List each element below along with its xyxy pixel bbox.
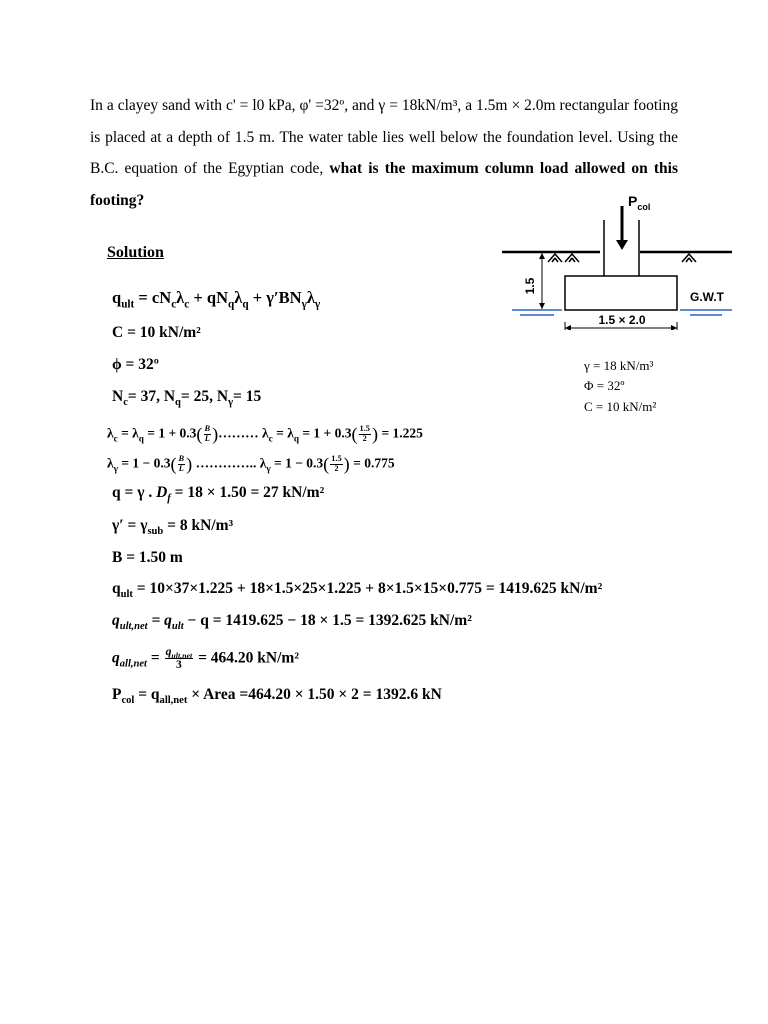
depth-label: 1.5 <box>523 277 537 295</box>
solution-title: Solution <box>107 244 164 261</box>
soil-cohesion: C = 10 kN/m² <box>584 399 657 414</box>
qult-net-line: $q_{ult,net} = q_{ult} - q = 1419.625 - 18 \times 1.5 = 1392.625$ kN/m² <box>112 612 472 633</box>
soil-phi: Φ = 32º <box>584 378 625 393</box>
c-value: C = 10 kN/m² <box>112 324 201 341</box>
load-label: $P_{col}$ <box>628 193 651 212</box>
gwt-label: G.W.T <box>690 290 724 304</box>
lambda-gamma-line: $\lambda_\gamma = 1 - 0.3$( $\frac{B}{L}$ ) ………….. $\lambda_\gamma = 1 - 0.3$( $\frac{1.5}{2}$ ) = 0.775 <box>107 454 395 474</box>
footing-rectangle <box>565 276 677 310</box>
phi-value: ϕ = 32º <box>112 356 159 373</box>
load-arrow-head <box>616 240 628 250</box>
water-table-left <box>512 310 562 315</box>
pcol-line: $P_{col} = q_{all,net}$ × Area =464.20 × 1.50 × 2 = 1392.6 kN <box>112 686 442 707</box>
q-line: q = γ . $D_f = 18 \times 1.50 = 27$ kN/m² <box>112 484 325 505</box>
lambda-c-line: $\lambda_c = \lambda_q = 1 + 0.3$( $\frac{B}{L}$ )……… $\lambda_c = \lambda_q = 1 + 0.3$( $\frac{1.5}{2}$ ) = 1.225 <box>107 424 423 444</box>
b-value: B = 1.50 m <box>112 549 183 566</box>
depth-arrow-bottom <box>539 303 545 309</box>
bearing-factors: $N_c= 37$, $N_q= 25$, $N_\gamma= 15$ <box>112 388 262 409</box>
bc-equation: $q_{ult} = cN_c\lambda_c + qN_q\lambda_q + \gamma'BN_\gamma\lambda_\gamma$ <box>112 288 321 311</box>
soil-hatch-marks <box>548 254 696 262</box>
problem-text: In a clayey sand with c' = l0 kPa, φ' =32º, and γ = 18kN/m³, a 1.5m × 2.0m rectangular footing is placed at a depth of 1.5 m. The water table lies well below the foundation level. Using the B.C. equation of the Egyptian code, <box>90 97 678 177</box>
qult-calculation: $q_{ult} = 10\times 37\times 1.225 + 18\times 1.5\times 25\times 1.225 + 8\times 1.5\times 15\times 0.775 = 1419.625$ kN/m² <box>112 580 603 601</box>
water-table-right <box>680 310 732 315</box>
gamma-sub-line: $\gamma' = \gamma_{sub} = 8$ kN/m³ <box>112 517 234 538</box>
qall-net-line: $q_{all,net}$ = $\frac{q_{ult,net}}{3}$ = 464.20 kN/m² <box>112 645 299 672</box>
footing-diagram <box>500 190 740 330</box>
depth-arrow-top <box>539 253 545 259</box>
width-label: 1.5 × 2.0 <box>598 313 646 327</box>
soil-gamma: γ = 18 kN/m³ <box>584 358 654 373</box>
problem-question: what is the maximum column load allowed on this footing? <box>90 160 678 209</box>
